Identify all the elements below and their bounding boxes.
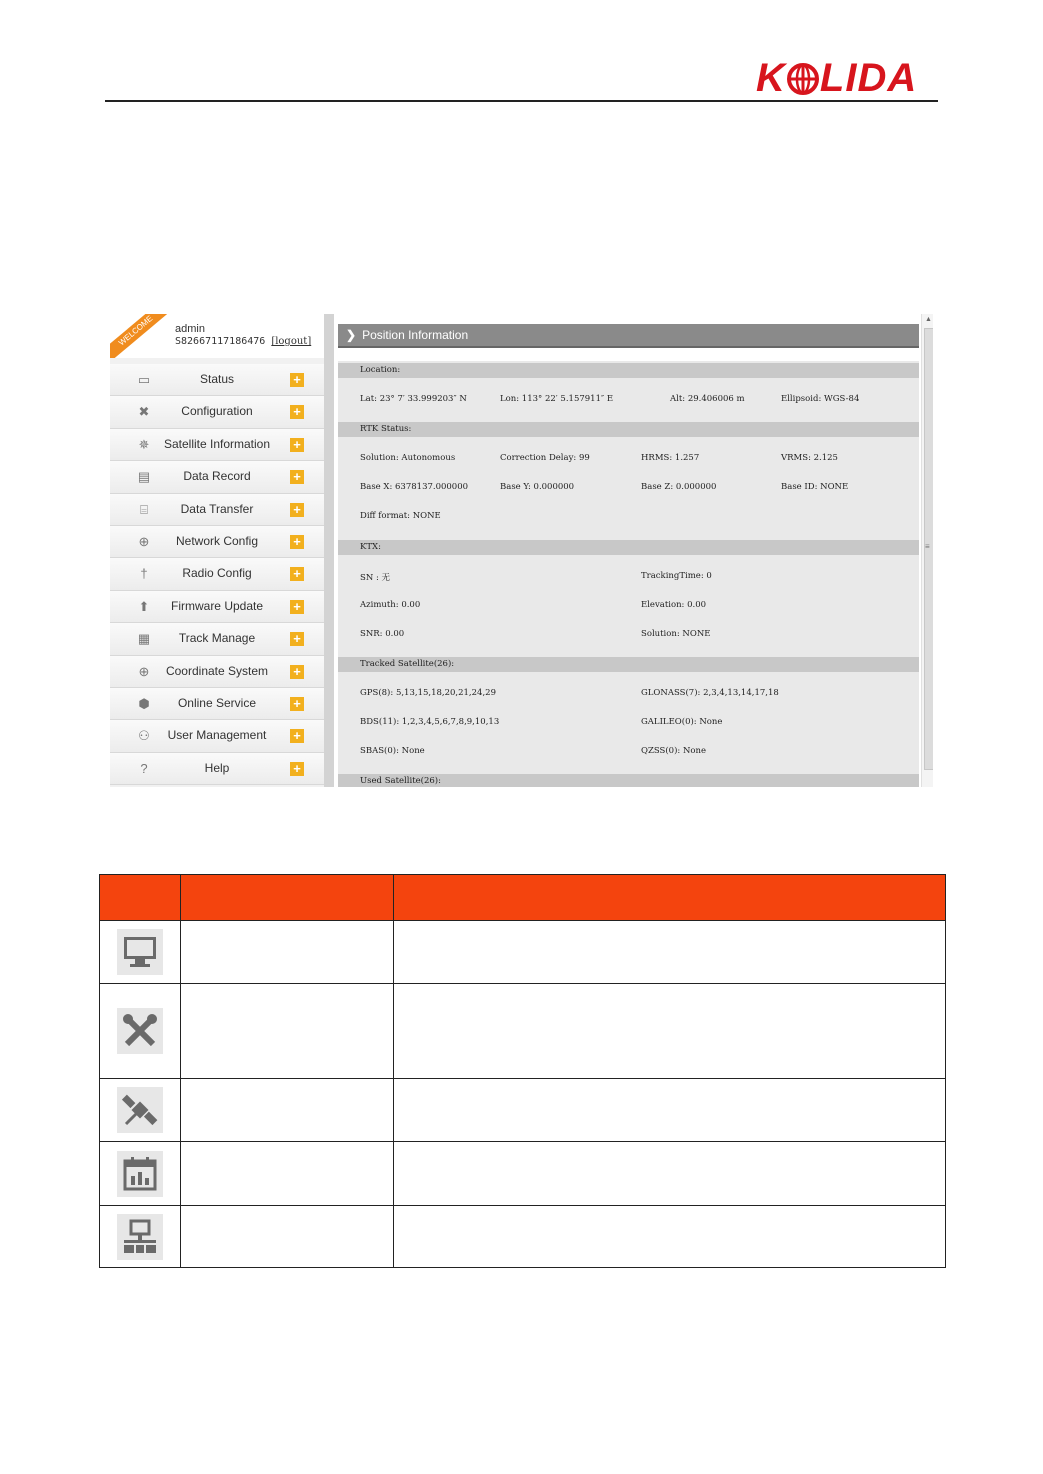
expand-plus-icon[interactable]: +	[290, 762, 304, 776]
icon-table	[99, 874, 946, 1268]
header-rule	[105, 100, 938, 102]
table-header-name	[181, 875, 394, 921]
sidebar-item-label: Track Manage	[178, 631, 256, 646]
tracking-time: TrackingTime: 0	[641, 571, 712, 581]
sidebar-item-radio-config[interactable]	[110, 558, 324, 590]
cube-icon: ⬢	[138, 695, 150, 711]
sidebar-item-label: Coordinate System	[165, 663, 269, 678]
expand-plus-icon[interactable]: +	[290, 405, 304, 419]
galileo-sats: GALILEO(0): None	[641, 717, 723, 727]
globe-icon: ⊕	[138, 663, 150, 679]
sidebar-item-label: Data Transfer	[180, 501, 254, 516]
panel-title: Position Information	[362, 328, 469, 342]
network-icon: ⌸	[140, 501, 148, 517]
question-icon: ?	[140, 760, 148, 776]
user-name: admin	[175, 323, 205, 335]
tools-icon: ✖	[138, 404, 150, 420]
sidebar-divider	[324, 314, 334, 787]
base-z: Base Z: 0.000000	[641, 482, 717, 492]
base-x: Base X: 6378137.000000	[360, 482, 469, 492]
sidebar-item-status[interactable]	[110, 364, 324, 396]
scrollbar[interactable]	[921, 314, 933, 787]
scroll-up-icon[interactable]: ▲	[925, 316, 932, 323]
expand-plus-icon[interactable]: +	[290, 632, 304, 646]
expand-plus-icon[interactable]: +	[290, 438, 304, 452]
sidebar-item-label: Firmware Update	[170, 598, 264, 613]
users-icon: ⚇	[138, 728, 150, 744]
monitor-icon	[117, 929, 163, 975]
rtk-solution: Solution: Autonomous	[360, 453, 456, 463]
expand-plus-icon[interactable]: +	[290, 697, 304, 711]
correction-delay: Correction Delay: 99	[500, 453, 590, 463]
table-row	[100, 1142, 946, 1206]
expand-plus-icon[interactable]: +	[290, 567, 304, 581]
user-id: S82667117186476 [logout]	[175, 336, 312, 347]
alt-value: Alt: 29.406006 m	[670, 394, 745, 404]
sidebar-item-satellite-information[interactable]	[110, 429, 324, 461]
table-row	[100, 921, 946, 984]
expand-plus-icon[interactable]: +	[290, 535, 304, 549]
sidebar-item-data-transfer[interactable]	[110, 494, 324, 526]
sidebar-item-configuration[interactable]	[110, 396, 324, 428]
qzss-sats: QZSS(0): None	[641, 746, 707, 756]
table-row	[100, 1206, 946, 1268]
monitor-icon: ▭	[137, 372, 151, 387]
sidebar-item-network-config[interactable]	[110, 526, 324, 558]
expand-plus-icon[interactable]: +	[290, 665, 304, 679]
calendar-icon: ▦	[137, 631, 151, 647]
globe-icon: ⊕	[138, 533, 150, 549]
panel-title-bar	[338, 324, 919, 348]
expand-plus-icon[interactable]: +	[290, 470, 304, 484]
satellite-icon	[117, 1087, 163, 1133]
logout-link[interactable]: [logout]	[271, 336, 312, 347]
position-content	[338, 361, 919, 787]
bds-sats: BDS(11): 1,2,3,4,5,6,7,8,9,10,13	[360, 717, 500, 727]
network-icon	[117, 1214, 163, 1260]
expand-plus-icon[interactable]: +	[290, 729, 304, 743]
expand-plus-icon[interactable]: +	[290, 503, 304, 517]
sidebar-item-firmware-update[interactable]	[110, 591, 324, 623]
hrms-value: HRMS: 1.257	[641, 453, 700, 463]
expand-plus-icon[interactable]: +	[290, 600, 304, 614]
sidebar-item-coordinate-system[interactable]	[110, 656, 324, 688]
base-id: Base ID: NONE	[781, 482, 849, 492]
table-header-row	[100, 875, 946, 921]
lat-value: Lat: 23° 7′ 33.999203″ N	[360, 394, 467, 404]
sidebar	[110, 314, 324, 787]
sidebar-item-online-service[interactable]	[110, 688, 324, 720]
kolida-logo: K LIDA	[756, 56, 918, 100]
section-used: Used Satellite(26):	[338, 774, 919, 787]
elevation: Elevation: 0.00	[641, 600, 707, 610]
sidebar-item-label: Network Config	[175, 533, 259, 548]
gps-sats: GPS(8): 5,13,15,18,20,21,24,29	[360, 688, 496, 698]
sidebar-item-label: Configuration	[181, 404, 253, 419]
lon-value: Lon: 113° 22′ 5.157911″ E	[500, 394, 614, 404]
section-ktx: KTX:	[338, 540, 919, 555]
diff-format: Diff format: NONE	[360, 511, 441, 521]
section-tracked: Tracked Satellite(26):	[338, 657, 919, 672]
base-y: Base Y: 0.000000	[500, 482, 575, 492]
web-ui-screenshot	[110, 314, 933, 787]
sidebar-item-help[interactable]	[110, 753, 324, 785]
sidebar-item-label: Radio Config	[182, 566, 252, 581]
sidebar-item-label: Help	[204, 760, 230, 775]
table-row	[100, 1079, 946, 1142]
ktx-sn: SN : 无	[360, 573, 391, 583]
globe-logo-icon	[786, 62, 820, 96]
glonass-sats: GLONASS(7): 2,3,4,13,14,17,18	[641, 688, 779, 698]
main-panel	[334, 314, 933, 787]
ktx-solution: Solution: NONE	[641, 629, 711, 639]
azimuth: Azimuth: 0.00	[360, 600, 421, 610]
sidebar-item-user-management[interactable]	[110, 720, 324, 752]
expand-plus-icon[interactable]: +	[290, 373, 304, 387]
upload-icon: ⬆	[138, 598, 150, 614]
sidebar-item-label: Status	[199, 372, 235, 386]
sidebar-item-label: Data Record	[183, 469, 251, 484]
calendar-chart-icon	[117, 1151, 163, 1197]
calendar-chart-icon: ▤	[137, 469, 151, 485]
chevron-right-icon: ❯	[346, 328, 357, 342]
section-location: Location:	[338, 363, 919, 378]
sidebar-item-label: User Management	[167, 728, 267, 743]
vrms-value: VRMS: 2.125	[781, 453, 838, 463]
sidebar-item-track-manage[interactable]	[110, 623, 324, 655]
snr: SNR: 0.00	[360, 629, 405, 639]
welcome-ribbon: WELCOME	[110, 314, 171, 358]
sbas-sats: SBAS(0): None	[360, 746, 425, 756]
ellipsoid-value: Ellipsoid: WGS-84	[781, 394, 860, 404]
sidebar-item-label: Online Service	[177, 695, 257, 710]
sidebar-item-label: Satellite Information	[163, 436, 271, 451]
table-row	[100, 984, 946, 1079]
antenna-icon: †	[140, 566, 148, 582]
sidebar-menu	[110, 364, 324, 785]
scroll-grip-icon: ≡	[925, 542, 930, 551]
section-rtk: RTK Status:	[338, 422, 919, 437]
sidebar-item-data-record[interactable]	[110, 461, 324, 493]
table-header-description	[394, 875, 946, 921]
table-header-icon	[100, 875, 181, 921]
welcome-panel	[110, 314, 324, 358]
tools-icon	[117, 1008, 163, 1054]
satellite-icon: ✵	[138, 436, 150, 452]
